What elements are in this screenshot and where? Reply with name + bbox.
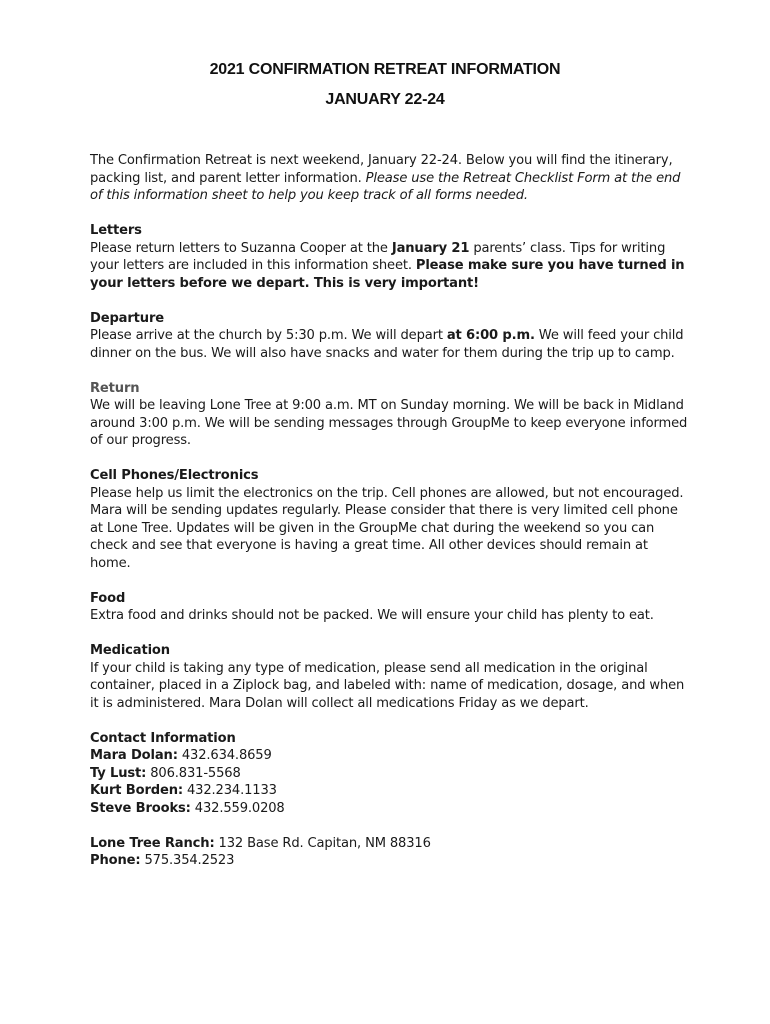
departure-time: at 6:00 p.m. — [446, 328, 535, 343]
electronics-section — [90, 467, 690, 572]
ranch-phone-label: Phone: — [90, 853, 141, 868]
departure-paragraph — [90, 327, 690, 362]
contact-row — [90, 765, 690, 783]
letters-section — [90, 222, 690, 292]
letters-text-1: Please return letters to Suzanna Cooper at the — [90, 240, 392, 256]
intro-paragraph — [90, 152, 690, 205]
document-title: 2021 CONFIRMATION RETREAT INFORMATION — [209, 61, 561, 78]
departure-text-2: We will feed your child dinner on the bus. We will also have snacks and water for them during the trip up to camp. — [90, 328, 684, 361]
document-date-title: JANUARY 22-24 — [325, 91, 445, 108]
contact-section — [90, 730, 690, 818]
medication-paragraph: If your child is taking any type of medication, please send all medication in the original container, placed in a Ziplock bag, and labeled with: name of medication, dosage, and when it is administered. Mara Dolan will collect all medications Friday as we depart. — [90, 660, 685, 711]
ranch-address-row — [90, 835, 690, 853]
letters-text-2: parents’ class. Tips for writing your letters are included in this information sheet. — [90, 240, 666, 273]
departure-text-1: Please arrive at the church by 5:30 p.m. We will depart — [90, 328, 447, 343]
electronics-heading: Cell Phones/Electronics — [90, 468, 259, 483]
letters-heading: Letters — [90, 223, 142, 238]
medication-heading: Medication — [90, 643, 170, 658]
contact-phone: 806.831-5568 — [146, 765, 241, 781]
contact-name: Kurt Borden: — [90, 783, 183, 798]
contact-phone: 432.634.8659 — [177, 748, 272, 763]
contact-row — [90, 747, 690, 765]
ranch-name-label: Lone Tree Ranch: — [90, 835, 215, 851]
contact-name: Steve Brooks: — [90, 800, 191, 816]
departure-section — [90, 310, 690, 363]
letters-paragraph — [90, 240, 690, 293]
ranch-address: 132 Base Rd. Capitan, NM 88316 — [214, 835, 431, 851]
intro-text: The Confirmation Retreat is next weekend, January 22-24. Below you will find the itinerary, packing list, and parent letter information. — [90, 153, 673, 186]
return-paragraph: We will be leaving Lone Tree at 9:00 a.m. MT on Sunday morning. We will be back in Midland around 3:00 p.m. We will be sending messages through GroupMe to keep everyone informed of our progress. — [90, 398, 688, 448]
food-heading: Food — [90, 590, 126, 606]
ranch-phone: 575.354.2523 — [140, 853, 235, 868]
contact-name: Ty Lust: — [90, 765, 147, 781]
food-section — [90, 590, 690, 625]
document-body — [90, 152, 690, 870]
contact-name: Mara Dolan: — [90, 748, 178, 763]
letters-important-note: Please make sure you have turned in your letters before we depart. This is very important! — [90, 258, 685, 291]
contact-phone: 432.559.0208 — [190, 800, 285, 816]
electronics-paragraph: Please help us limit the electronics on the trip. Cell phones are allowed, but not encouraged. Mara will be sending updates regularly. Please consider that there is very limited cell phone at Lone Tree. Updates will be given in the GroupMe chat during the weekend so you can check and see that everyone is having a great time. All other devices should remain at home. — [90, 485, 684, 571]
intro-italic-note: Please use the Retreat Checklist Form at the end of this information sheet to help you keep track of all forms needed. — [90, 170, 681, 203]
contact-row — [90, 800, 690, 818]
ranch-section — [90, 835, 690, 870]
return-section — [90, 380, 690, 450]
contact-heading: Contact Information — [90, 730, 236, 746]
contact-phone: 432.234.1133 — [182, 783, 277, 798]
contact-row — [90, 782, 690, 800]
letters-date: January 21 — [391, 240, 470, 256]
food-paragraph: Extra food and drinks should not be packed. We will ensure your child has plenty to eat. — [90, 608, 654, 623]
return-heading: Return — [90, 380, 140, 396]
departure-heading: Departure — [90, 310, 164, 326]
medication-section — [90, 642, 690, 712]
ranch-phone-row — [90, 852, 690, 870]
